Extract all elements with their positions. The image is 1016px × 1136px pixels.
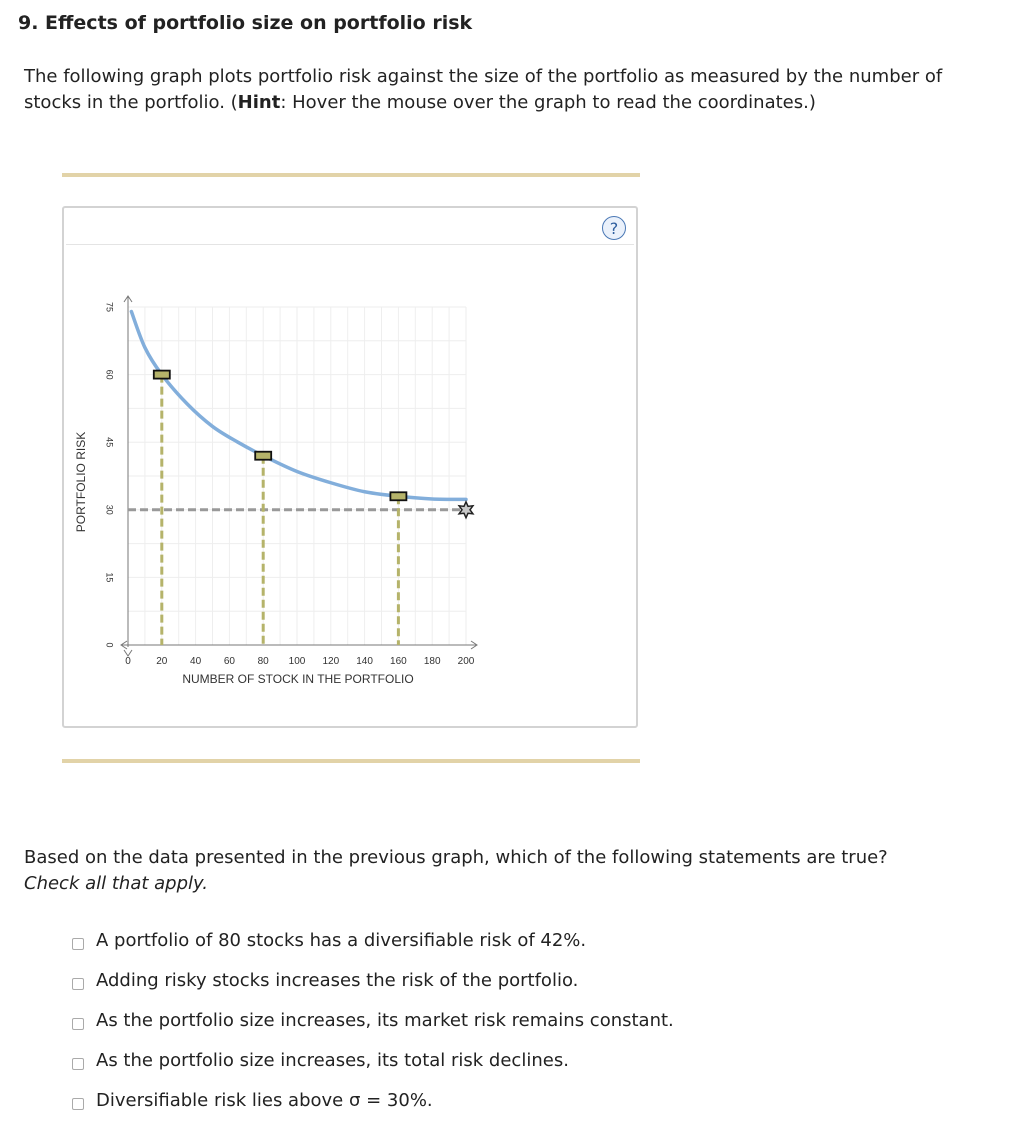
chart-ticks [105,302,475,667]
answer-option[interactable] [72,960,674,1000]
intro-text-before: The following graph plots portfolio risk against the size of the portfolio as measured by the number of stocks in the portfolio. ( [24,66,943,113]
answer-option[interactable] [72,1000,674,1040]
y-tick-label: 60 [104,369,115,380]
checkbox[interactable] [72,938,84,950]
y-axis-label-wrap [74,427,88,537]
data-point-marker [390,492,406,500]
y-tick-label: 45 [104,437,115,448]
chart-grid [128,307,466,645]
checkbox[interactable] [72,1058,84,1070]
star-marker [459,502,473,518]
x-tick-label: 100 [288,656,306,667]
x-tick-label: 120 [322,656,340,667]
chart-series [131,312,466,500]
x-tick-label: 0 [125,656,131,667]
question-prompt: Based on the data presented in the previous graph, which of the following statements are true? [24,847,888,868]
question-instruction: Check all that apply. [24,873,208,894]
intro-text-after: : Hover the mouse over the graph to read the coordinates.) [280,92,816,113]
x-tick-label: 180 [423,656,441,667]
answer-option[interactable] [72,1080,674,1120]
checkbox[interactable] [72,978,84,990]
answer-option-label: Diversifiable risk lies above σ = 30%. [96,1089,433,1111]
checkbox[interactable] [72,1018,84,1030]
answer-option[interactable] [72,1040,674,1080]
x-tick-label: 20 [156,656,168,667]
y-axis-label: PORTFOLIO RISK [74,431,88,533]
answer-option-label: A portfolio of 80 stocks has a diversifiable risk of 42%. [96,929,587,951]
portfolio-risk-curve [131,312,466,500]
x-tick-label: 60 [223,656,235,667]
answer-options [72,920,674,1120]
answer-option[interactable] [72,920,674,960]
x-tick-label: 40 [190,656,202,667]
data-point-marker [255,452,271,460]
x-tick-label: 160 [390,656,407,667]
question-mark-icon: ? [609,219,619,238]
hint-label: Hint [237,92,281,113]
answer-option-label: Adding risky stocks increases the risk of the portfolio. [96,969,579,991]
question-text [24,845,924,897]
x-tick-label: 140 [356,656,373,667]
answer-option-label: As the portfolio size increases, its market risk remains constant. [96,1009,674,1031]
x-axis-label: NUMBER OF STOCK IN THE PORTFOLIO [182,672,414,686]
y-tick-label: 75 [104,301,115,313]
y-tick-label: 15 [104,572,115,583]
x-tick-label: 80 [257,656,269,667]
chart-markers [154,371,473,518]
graph-bottom-divider [62,759,640,763]
y-tick-label: 0 [104,642,115,648]
answer-option-label: As the portfolio size increases, its total risk declines. [96,1049,569,1071]
question-title: 9. Effects of portfolio size on portfolio risk [18,12,473,34]
data-point-marker [154,371,170,379]
y-tick-label: 30 [104,504,115,515]
checkbox[interactable] [72,1098,84,1110]
x-tick-label: 200 [457,656,475,667]
